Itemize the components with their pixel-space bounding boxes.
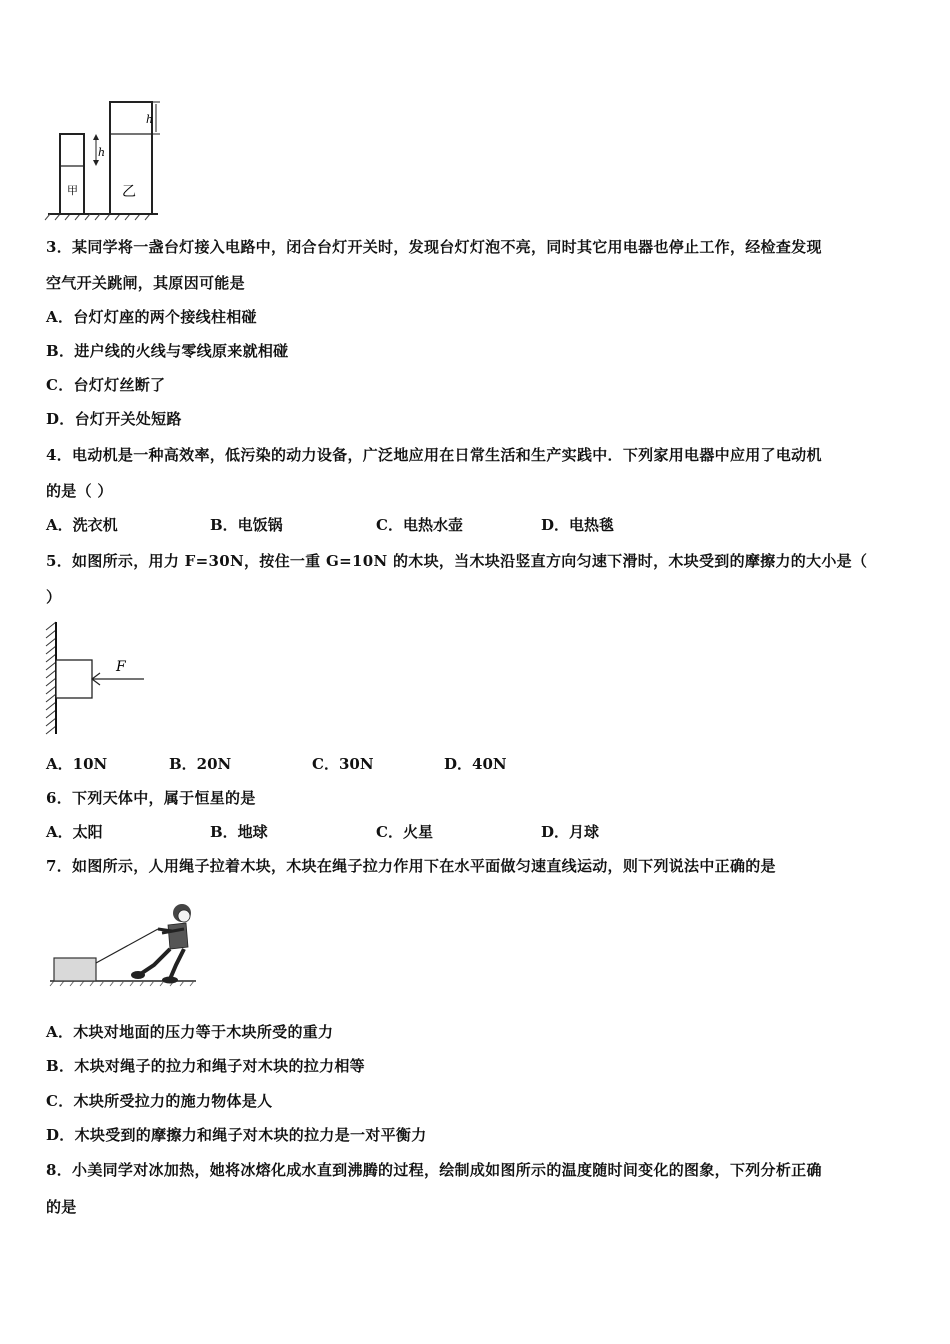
person: [131, 904, 191, 984]
containers-figure: [40, 96, 170, 221]
q7-option-b: B．木块对绳子的拉力和绳子对木块的拉力相等: [46, 1057, 365, 1075]
q3-stem-line1: 3．某同学将一盏台灯接入电路中，闭合台灯开关时，发现台灯灯泡不亮，同时其它用电器也停止工作，经检查发现: [46, 238, 822, 256]
q4-stem-line2: 的是（ ）: [46, 482, 113, 500]
q8-stem-line1: 8．小美同学对冰加热，她将冰熔化成水直到沸腾的过程，绘制成如图所示的温度随时间变化的图象，下列分析正确: [46, 1161, 822, 1179]
q7-stem: 7．如图所示，人用绳子拉着木块，木块在绳子拉力作用下在水平面做匀速直线运动，则下列说法中正确的是: [46, 857, 776, 875]
q6-option-d: D．月球: [541, 823, 600, 841]
label-yi: 乙: [122, 184, 136, 200]
q4-option-c: C．电热水壶: [376, 516, 463, 534]
q6-option-b: B．地球: [210, 823, 268, 841]
q3-option-d: D．台灯开关处短路: [46, 410, 182, 428]
q5-stem-line2: ）: [46, 588, 62, 606]
q4-option-a: A．洗衣机: [46, 516, 118, 534]
q7-option-c: C．木块所受拉力的施力物体是人: [46, 1092, 273, 1110]
wall-block-figure: [40, 622, 160, 737]
q8-stem-line2: 的是: [46, 1198, 77, 1216]
q6-option-c: C．火星: [376, 823, 433, 841]
q4-option-b: B．电饭锅: [210, 516, 283, 534]
q4-stem-line1: 4．电动机是一种高效率，低污染的动力设备，广泛地应用在日常生活和生产实践中．下列家用电器中应用了电动机: [46, 446, 822, 464]
wood-block: [56, 660, 92, 698]
q5-option-b: B．20N: [169, 755, 232, 773]
label-jia: 甲: [67, 184, 78, 197]
q7-option-a: A．木块对地面的压力等于木块所受的重力: [46, 1023, 334, 1041]
q3-option-b: B．进户线的火线与零线原来就相碰: [46, 342, 289, 360]
q3-stem-line2: 空气开关跳闸，其原因可能是: [46, 274, 245, 292]
q3-option-a: A．台灯灯座的两个接线柱相碰: [46, 308, 257, 326]
q6-stem: 6．下列天体中，属于恒星的是: [46, 789, 256, 807]
pulling-figure: [46, 895, 206, 990]
force-label: F: [116, 659, 126, 675]
label-h1: h: [98, 146, 106, 159]
q5-option-d: D．40N: [444, 755, 507, 773]
q6-option-a: A．太阳: [46, 823, 103, 841]
block: [54, 958, 96, 981]
container-jia: [60, 134, 84, 214]
q4-option-d: D．电热毯: [541, 516, 615, 534]
q3-option-c: C．台灯灯丝断了: [46, 376, 166, 394]
label-h2: h: [146, 113, 154, 126]
rope: [96, 929, 158, 963]
q7-option-d: D．木块受到的摩擦力和绳子对木块的拉力是一对平衡力: [46, 1126, 427, 1144]
q5-option-c: C．30N: [312, 755, 374, 773]
q5-stem-line1: 5．如图所示，用力 F=30N，按住一重 G=10N 的木块，当木块沿竖直方向匀速下滑时，木块受到的摩擦力的大小是（: [46, 552, 868, 570]
q5-option-a: A．10N: [46, 755, 108, 773]
